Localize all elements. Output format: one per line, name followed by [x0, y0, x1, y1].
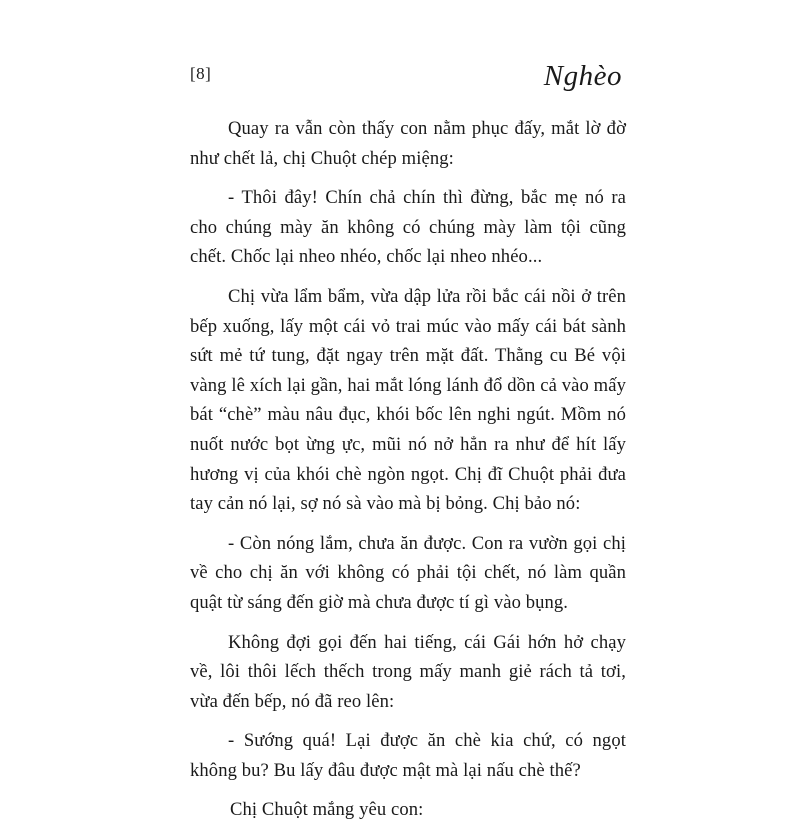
paragraph: - Thôi đây! Chín chả chín thì đừng, bắc mẹ nó ra cho chúng mày ăn không có chúng mày làm tội cũng chết. Chốc lại nheo nhéo, chốc lại nheo nhéo... — [190, 187, 626, 268]
text-body — [190, 114, 626, 835]
paragraph: Không đợi gọi đến hai tiếng, cái Gái hớn hở chạy về, lôi thôi lếch thếch trong mấy manh giẻ rách tả tơi, vừa đến bếp, nó đã reo lên: — [190, 631, 626, 712]
paragraph: - Sướng quá! Lại được ăn chè kia chứ, có ngọt không bu? Bu lấy đâu được mật mà lại nấu chè thế? — [190, 730, 626, 781]
paragraph: Chị Chuột mắng yêu con: — [230, 799, 424, 821]
page-number: [8] — [190, 64, 212, 83]
paragraph: - Còn nóng lắm, chưa ăn được. Con ra vườn gọi chị về cho chị ăn với không có phải tội chết, nó làm quần quật từ sáng đến giờ mà chưa được tí gì vào bụng. — [190, 532, 626, 613]
paragraph: Quay ra vẫn còn thấy con nằm phục đấy, mắt lờ đờ như chết lả, chị Chuột chép miệng: — [190, 118, 626, 169]
running-title: Nghèo — [543, 60, 622, 92]
paragraph: Chị vừa lẩm bẩm, vừa dập lửa rồi bắc cái nồi ở trên bếp xuống, lấy một cái vỏ trai múc vào mấy cái bát sành sứt mẻ tứ tung, đặt ngay trên mặt đất. Thằng cu Bé vội vàng lê xích lại gần, hai mắt lóng lánh đổ dồn cả vào mấy bát “chè” màu nâu đục, khói bốc lên nghi ngút. Mồm nó nuốt nước bọt ừng ực, mũi nó nở hẳn ra như để hít lấy hương vị của khói chè ngòn ngọt. Chị đĩ Chuột phải đưa tay cản nó lại, sợ nó sà vào mà bị bỏng. Chị bảo nó: — [190, 285, 626, 515]
